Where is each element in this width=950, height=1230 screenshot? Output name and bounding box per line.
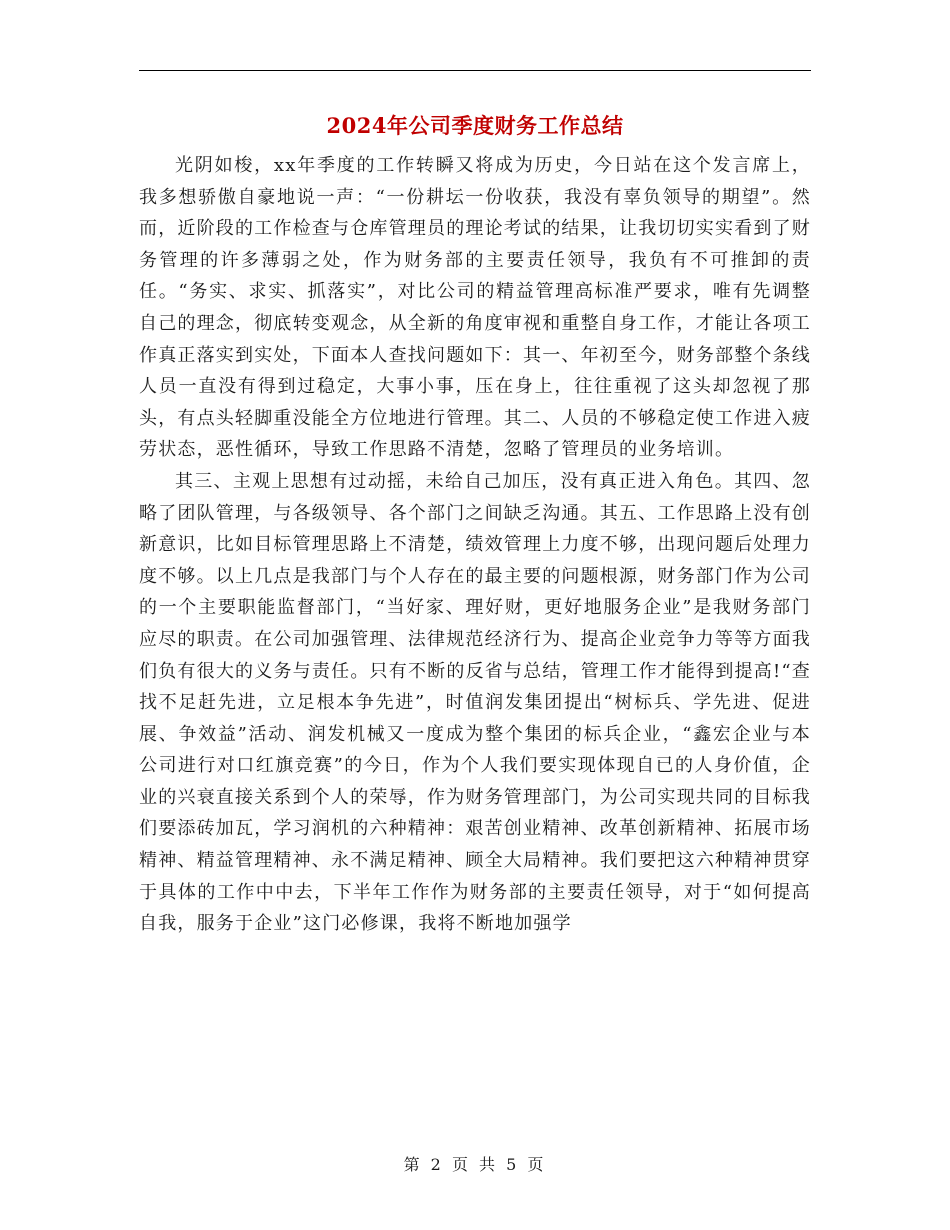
paragraph-1: 光阴如梭，xx年季度的工作转瞬又将成为历史，今日站在这个发言席上，我多想骄傲自豪地说一声：“一份耕坛一份收获，我没有辜负领导的期望”。然而，近阶段的工作检查与仓库管理员的理论考试的结果，让我切切实实看到了财务管理的许多薄弱之处，作为财务部的主要责任领导，我负有不可推卸的责任。“务实、求实、抓落实”，对比公司的精益管理高标准严要求，唯有先调整自己的理念，彻底转变观念，从全新的角度审视和重整自身工作，才能让各项工作真正落实到实处，下面本人查找问题如下：其一、年初至今，财务部整个条线人员一直没有得到过稳定，大事小事，压在身上，往往重视了这头却忽视了那头，有点头轻脚重没能全方位地进行管理。其二、人员的不够稳定使工作进入疲劳状态，恶性循环，导致工作思路不清楚，忽略了管理员的业务培训。 [139,155,811,461]
document-body [139,150,811,940]
page-footer: 第 2 页 共 5 页 [403,1155,547,1174]
document-title: 2024年公司季度财务工作总结 [326,113,624,138]
paragraph-2: 其三、主观上思想有过动摇，未给自己加压，没有真正进入角色。其四、忽略了团队管理，与各级领导、各个部门之间缺乏沟通。其五、工作思路上没有创新意识，比如目标管理思路上不清楚，绩效管理上力度不够，出现问题后处理力度不够。以上几点是我部门与个人存在的最主要的问题根源，财务部门作为公司的一个主要职能监督部门，“当好家、理好财，更好地服务企业”是我财务部门应尽的职责。在公司加强管理、法律规范经济行为、提高企业竞争力等等方面我们负有很大的义务与责任。只有不断的反省与总结，管理工作才能得到提高!“查找不足赶先进，立足根本争先进”，时值润发集团提出“树标兵、学先进、促进展、争效益”活动、润发机械又一度成为整个集团的标兵企业，“鑫宏企业与本公司进行对口红旗竞赛”的今日，作为个人我们要实现体现自已的人身价值，企业的兴衰直接关系到个人的荣辱，作为财务管理部门，为公司实现共同的目标我们要添砖加瓦，学习润机的六种精神：艰苦创业精神、改革创新精神、拓展市场精神、精益管理精神、永不满足精神、顾全大局精神。我们要把这六种精神贯穿于具体的工作中中去，下半年工作作为财务部的主要责任领导，对于“如何提高自我，服务于企业”这门必修课，我将不断地加强学 [139,470,811,935]
header-rule [139,70,811,71]
